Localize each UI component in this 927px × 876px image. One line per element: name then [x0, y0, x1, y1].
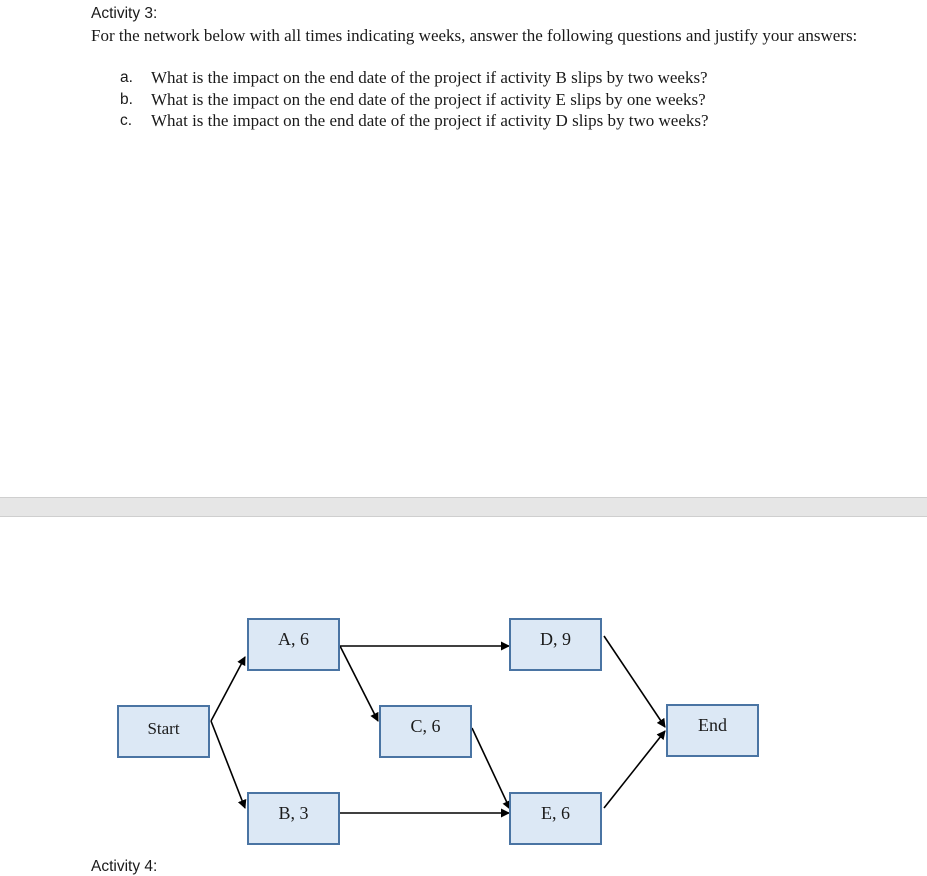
node-activity-b: B, 3: [247, 792, 340, 845]
question-label: b.: [120, 91, 133, 108]
arrow-start-to-b: [211, 721, 245, 808]
arrow-d-to-end: [604, 636, 665, 727]
question-text: What is the impact on the end date of the project if activity E slips by one weeks?: [151, 90, 706, 109]
arrow-a-to-c: [340, 646, 378, 721]
arrow-e-to-end: [604, 731, 665, 808]
question-text: What is the impact on the end date of the project if activity D slips by two weeks?: [151, 111, 709, 130]
node-activity-a: A, 6: [247, 618, 340, 671]
page-break: [0, 497, 927, 517]
arrow-start-to-a: [211, 657, 245, 721]
node-activity-e: E, 6: [509, 792, 602, 845]
question-label: c.: [120, 112, 133, 129]
question-label: a.: [120, 69, 133, 86]
node-start: Start: [117, 705, 210, 758]
activity-4-heading: Activity 4:: [91, 858, 158, 875]
activity-3-intro: For the network below with all times indicating weeks, answer the following questions and justify your answers:: [91, 26, 858, 45]
node-end: End: [666, 704, 759, 757]
node-activity-d: D, 9: [509, 618, 602, 671]
arrow-c-to-e: [472, 728, 510, 809]
activity-3-heading: Activity 3:: [91, 5, 158, 22]
question-text: What is the impact on the end date of the project if activity B slips by two weeks?: [151, 68, 708, 87]
node-activity-c: C, 6: [379, 705, 472, 758]
